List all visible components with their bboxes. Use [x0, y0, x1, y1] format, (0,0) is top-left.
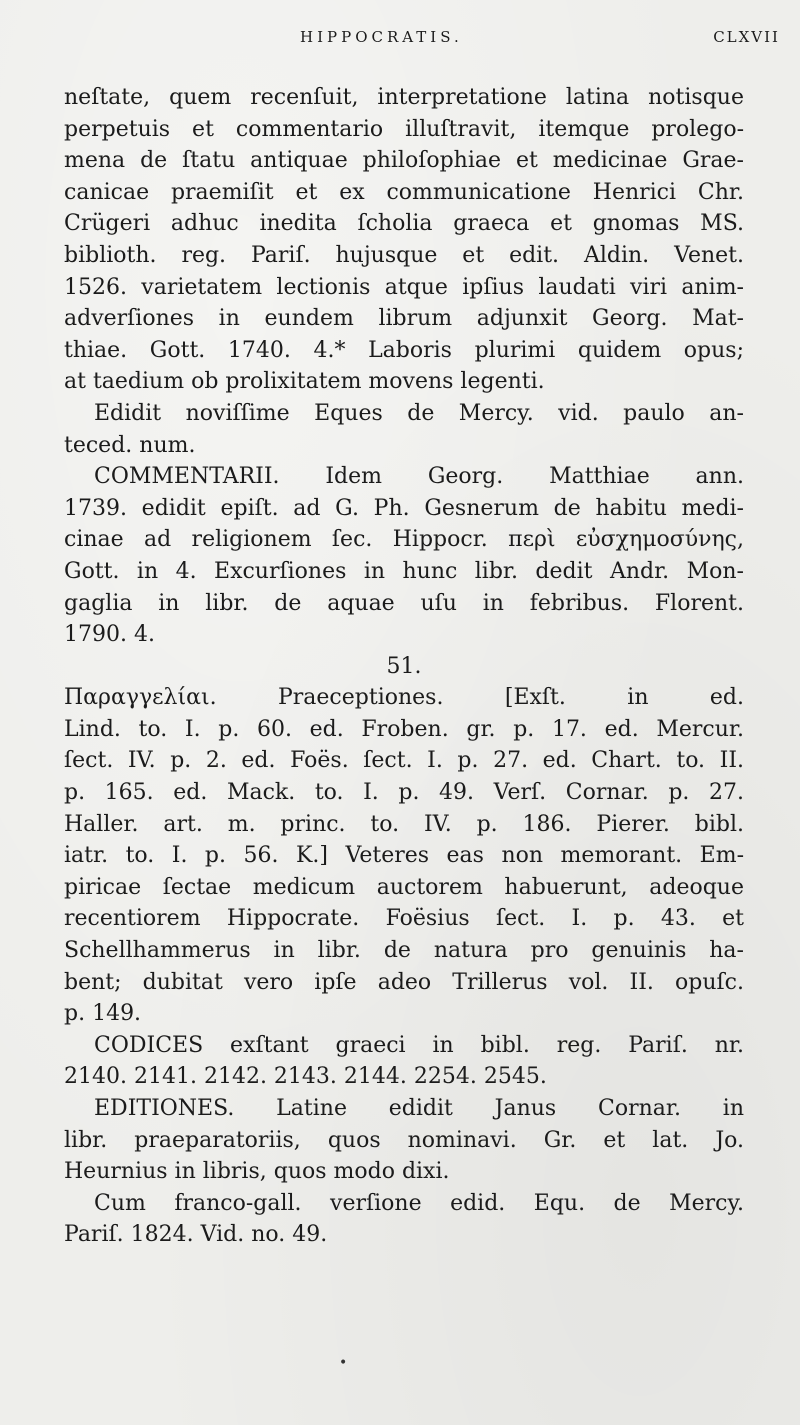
text-line: Pariſ. 1824. Vid. no. 49.: [64, 1222, 328, 1248]
text-line: recentiorem Hippocrate. Foësius ſect. I. p. 43. et: [64, 906, 744, 932]
body-text: [64, 82, 744, 1251]
text-line: iatr. to. I. p. 56. K.] Veteres eas non memorant. Em-: [64, 843, 744, 869]
text-line: Lind. to. I. p. 60. ed. Froben. gr. p. 17. ed. Mercur.: [64, 716, 744, 742]
text-line: Cum franco-gall. verſione edid. Equ. de Mercy.: [94, 1190, 744, 1216]
codices-heading-line: CODICES exſtant graeci in bibl. reg. Pariſ. nr.: [94, 1032, 744, 1058]
text-line: biblioth. reg. Pariſ. hujusque et edit. Aldin. Venet.: [64, 242, 744, 268]
text-line: p. 149.: [64, 1001, 142, 1027]
text-line: 1739. edidit epiſt. ad G. Ph. Gesnerum de habitu medi-: [64, 495, 744, 521]
text-line: gaglia in libr. de aquae uſu in febribus. Florent.: [64, 590, 744, 616]
text-line: adverſiones in eundem librum adjunxit Georg. Mat-: [64, 306, 744, 332]
greek-title-line: cinae ad religionem ſec. Hippocr. περὶ εὐσχημοσύνης,: [64, 527, 744, 553]
text-line: p. 165. ed. Mack. to. I. p. 49. Verſ. Cornar. p. 27.: [64, 780, 744, 806]
text-line: Edidit noviſſime Eques de Mercy. vid. paulo an-: [94, 400, 744, 426]
text-line: 1526. varietatem lectionis atque ipſius laudati viri anim-: [64, 274, 744, 300]
running-header: [0, 28, 800, 52]
text-line: at taedium ob prolixitatem movens legenti.: [64, 369, 545, 395]
text-line: teced. num.: [64, 432, 196, 458]
text-line: Heurnius in libris, quos modo dixi.: [64, 1159, 450, 1185]
text-line: mena de ſtatu antiquae philoſophiae et medicinae Grae-: [64, 148, 744, 174]
text-line: perpetuis et commentario illuſtravit, itemque prolego-: [64, 116, 744, 142]
page-number: CLXVII: [713, 28, 780, 46]
text-line: libr. praeparatoriis, quos nominavi. Gr. et lat. Jo.: [64, 1127, 744, 1153]
text-line: ſect. IV. p. 2. ed. Foës. ſect. I. p. 27. ed. Chart. to. II.: [64, 748, 744, 774]
text-line: 1790. 4.: [64, 622, 155, 648]
text-line: Schellhammerus in libr. de natura pro genuinis ha-: [64, 938, 744, 964]
text-line: neſtate, quem recenſuit, interpretatione latina notisque: [64, 85, 744, 110]
text-line: piricae ſectae medicum auctorem habuerunt, adeoque: [64, 874, 744, 900]
section-number: 51.: [386, 653, 422, 679]
text-line: Crügeri adhuc inedita ſcholia graeca et gnomas MS.: [64, 211, 744, 237]
running-title: HIPPOCRATIS.: [300, 28, 463, 46]
commentarii-heading-line: COMMENTARII. Idem Georg. Matthiae ann.: [94, 464, 744, 490]
text-line: Haller. art. m. princ. to. IV. p. 186. Pierer. bibl.: [64, 811, 744, 837]
section-title-line: Παραγγελίαι. Praeceptiones. [Exſt. in ed.: [64, 685, 744, 711]
text-line: bent; dubitat vero ipſe adeo Trillerus vol. II. opuſc.: [64, 969, 744, 995]
printer-mark: •: [339, 1355, 348, 1371]
text-line: canicae praemiſit et ex communicatione Henrici Chr.: [64, 179, 744, 205]
text-line: thiae. Gott. 1740. 4.* Laboris plurimi quidem opus;: [64, 337, 744, 363]
text-line: 2140. 2141. 2142. 2143. 2144. 2254. 2545.: [64, 1064, 547, 1090]
text-line: Gott. in 4. Excurſiones in hunc libr. dedit Andr. Mon-: [64, 558, 744, 584]
editiones-heading-line: EDITIONES. Latine edidit Janus Cornar. in: [94, 1096, 744, 1121]
